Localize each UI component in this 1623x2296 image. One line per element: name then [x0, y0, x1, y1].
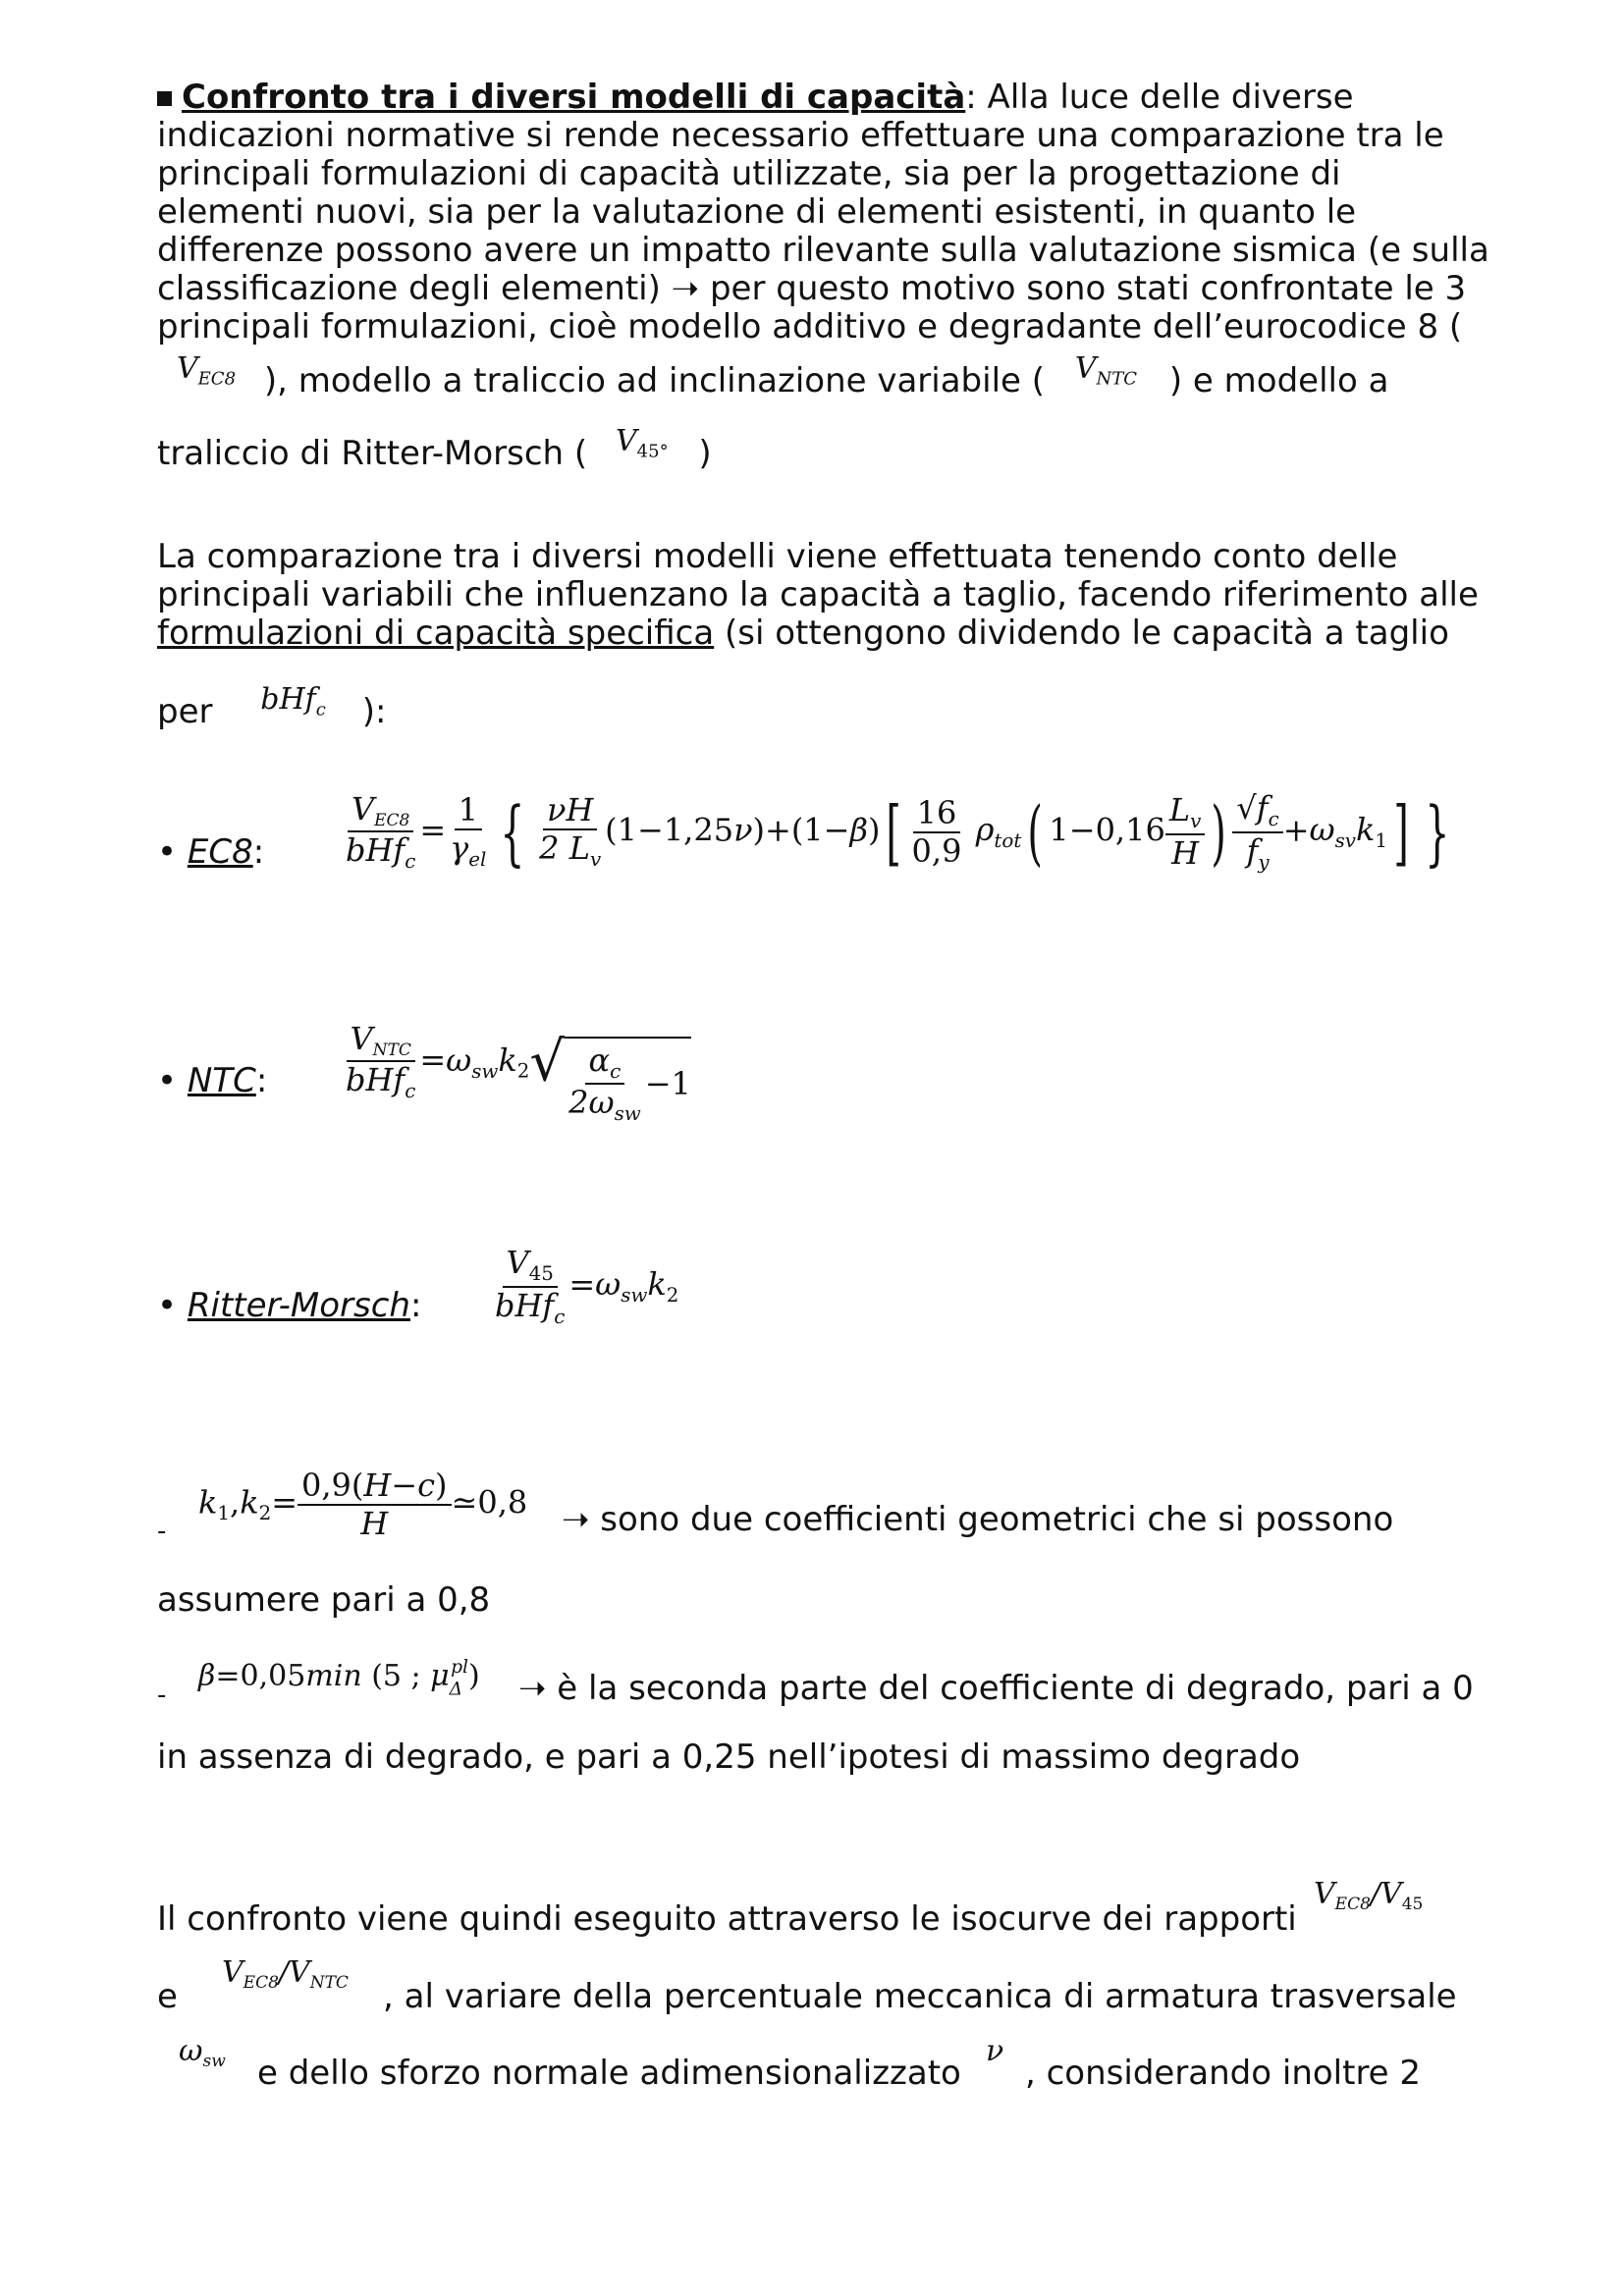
ntc-formula: $\frac{V_{NTC}}{bHf_c}$ $=\omega_{sw}k_2√$ $\frac{\alpha_c}{2\omega_{sw}}$ −1 [346, 1020, 691, 1126]
ntc-label: NTC [187, 1061, 256, 1100]
ec8-formula: $\frac{V_{EC8}}{bHf_c}$ = $\frac{1}{\gamma_{el}}$ { $\frac{\nu H}{2 L_v}$ (1−1,25ν)+(1−β)[ $\frac{16}{0,9}$ $\rho_{tot}$( 1−0,16 $\frac{L_v}{H}$ ) $\frac{√f_c}{f_y}$ $+\omega_{sv}k_1$] } [346, 789, 1450, 874]
ritter-morsch-label: Ritter-Morsch [187, 1286, 410, 1325]
ratio-ec8-45: $V_{EC8}/V_{45}$ [1314, 1877, 1424, 1914]
nu-symbol: ν [986, 2034, 1004, 2068]
ntc-bullet: • NTC: [157, 1061, 268, 1100]
beta-formula: β=0,05min (5 ; $\mu_\Delta^{pl}$) [198, 1657, 480, 1700]
isocurve-line-1: Il confronto viene quindi eseguito attraverso le isocurve dei rapporti [157, 1899, 1297, 1939]
intro-text-b: ), modello a traliccio ad inclinazione variabile ( [263, 361, 1046, 400]
ec8-label: EC8 [187, 832, 253, 872]
intro-line-models: $V_{EC8}$ ), modello a traliccio ad inclinazione variabile ( $V_{NTC}$ ) e modello a [177, 351, 1389, 400]
k-formula: $k_1,k_2=$ $\frac{0,9(H-c)}{H}$ ≃0,8 [198, 1467, 528, 1542]
comparison-paragraph: La comparazione tra i diversi modelli viene effettuata tenendo conto delle principali variabili che influenzano la capacità a taglio, facendo riferimento alle formulazioni di capacità specifica (si ottengono dividendo le capacità a taglio [157, 537, 1479, 653]
intro-text-c: ) e modello a [1168, 361, 1389, 400]
k-note-dash: - [157, 1517, 167, 1546]
ritter-morsch-formula: $\frac{V_{45}}{bHf_c}$ $=\omega_{sw}k_2$ [495, 1244, 679, 1328]
ec8-bullet: • EC8: [157, 832, 265, 872]
beta-note-dash: - [157, 1681, 167, 1710]
ritter-morsch-bullet: • Ritter-Morsch: [157, 1286, 422, 1325]
isocurve-line-2: e [157, 1977, 178, 2016]
ratio-ec8-ntc: $V_{EC8}/V_{NTC}$ [222, 1955, 349, 1993]
intro-text-e: ) [698, 434, 712, 473]
specific-capacity-link: formulazioni di capacità specifica [157, 614, 715, 653]
omega-sw-symbol: $\omega_{sw}$ [179, 2034, 226, 2071]
k-description-2: assumere pari a 0,8 [157, 1580, 491, 1620]
per-line: per bHf$_c$ ): [157, 682, 387, 731]
beta-description: ➝ è la seconda parte del coefficiente di degrado, pari a 0 [518, 1669, 1474, 1708]
beta-description-2: in assenza di degrado, e pari a 0,25 nell’ipotesi di massimo degrado [157, 1737, 1301, 1777]
isocurve-line-3b: , considerando inoltre 2 [1025, 2054, 1422, 2093]
bullet-square-icon [157, 91, 172, 106]
intro-paragraph [157, 79, 1492, 347]
isocurve-line-3a: e dello sforzo normale adimensionalizzato [257, 2054, 961, 2093]
k-description: ➝ sono due coefficienti geometrici che si possono [562, 1500, 1394, 1539]
intro-line-ritter: traliccio di Ritter-Morsch ( $V_{45^\circ}$ ) [157, 424, 712, 473]
intro-text-d: traliccio di Ritter-Morsch ( [157, 434, 588, 473]
section-title: Confronto tra i diversi modelli di capacità [182, 78, 966, 117]
intro-text: : Alla luce delle diverse indicazioni normative si rende necessario effettuare una comparazione tra le principali formulazioni di capacità utilizzate, sia per la progettazione di elementi nuovi, sia per la valutazione di elementi esistenti, in quanto le differenze possono avere un impatto rilevante sulla valutazione sismica (e sulla classificazione degli elementi) ➝ per questo motivo sono stati confrontate le 3 principali formulazioni, cioè modello additivo e degradante dell’eurocodice 8 ( [157, 78, 1489, 347]
isocurve-line-2b: , al variare della percentuale meccanica di armatura trasversale [383, 1977, 1457, 2016]
